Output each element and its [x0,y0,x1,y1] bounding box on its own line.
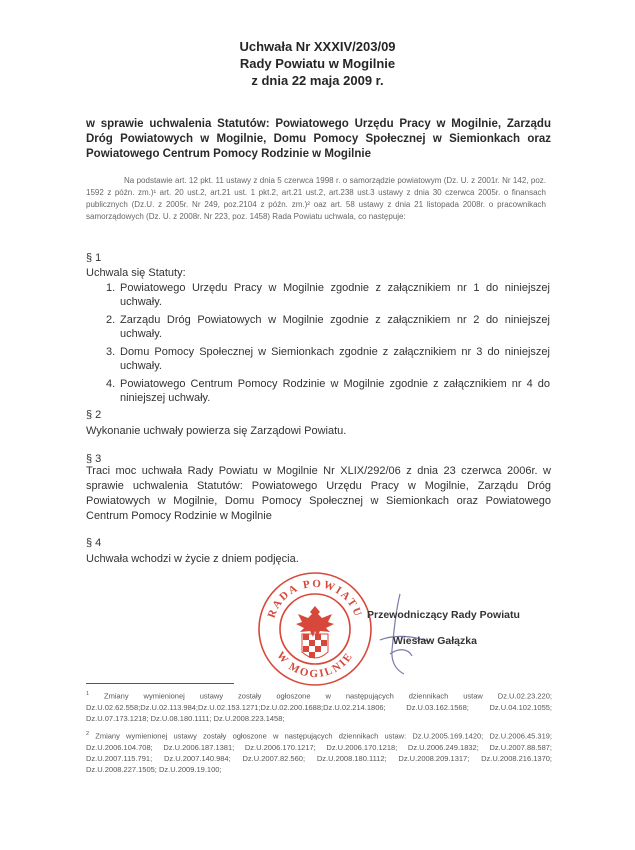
section-4-text: Uchwała wchodzi w życie z dniem podjęcia. [86,553,299,565]
signatory-role: Przewodniczący Rady Powiatu [367,609,520,621]
legal-basis: Na podstawie art. 12 pkt. 11 ustawy z dnia 5 czerwca 1998 r. o samorządzie powiatowym (Dz. U. z 2001r. Nr 142, poz. 1592 z późn. zm.)¹ art. 20 ust.2, art.21 ust. 1 pkt.2, art.21 ust.2, art.238 ust.3 ustawy z dnia 30 czerwca 2005r. o finansach publicznych (Dz.U. z 2005r. Nr 249, poz.2104 z późn. zm.)² oaz art. 58 ustawy z dnia 21 listopada 2008r. o pracownikach samorządowych (Dz. U. z 2008r. Nr 223, poz. 1458) Rada Powiatu uchwala, co następuje: [86,176,546,221]
svg-text:W MOGILNIE: W MOGILNIE [274,649,356,681]
statutes-list [106,281,550,409]
section-2-heading: § 2 [86,409,102,421]
resolution-subject: w sprawie uchwalenia Statutów: Powiatowego Urzędu Pracy w Mogilnie, Zarządu Dróg Powiatowych w Mogilnie, Domu Pomocy Społecznej w Siemionkach oraz Powiatowego Centrum Pomocy Rodzinie w Mogilnie [86,118,551,160]
list-item: 1. Powiatowego Urzędu Pracy w Mogilnie zgodnie z załącznikiem nr 1 do niniejszej uchwały. [106,282,550,308]
resolution-number: Uchwała Nr XXXIV/203/09 [239,39,396,54]
list-item: 2. Zarządu Dróg Powiatowych w Mogilnie zgodnie z załącznikiem nr 2 do niniejszej uchwały. [106,314,550,340]
section-2-text: Wykonanie uchwały powierza się Zarządowi Powiatu. [86,425,347,437]
footnote-2: $^2$ Zmiany wymienionej ustawy zostały ogłoszone w następujących dziennikach ustaw: Dz.U.2005.169.1420; Dz.U.2006.45.319; Dz.U.2006.104.708; Dz.U.2006.187.1381; Dz.U.2006.170.1217; Dz.U.2006.170.1218; Dz.U.2006.249.1832; Dz.U.2007.88.587; Dz.U.2007.115.791; Dz.U.2007.140.984; Dz.U.2007.82.560; Dz.U.2008.180.1112; Dz.U.2008.209.1317; Dz.U.2008.216.1370; Dz.U.2008.227.1505; Dz.U.2009.19.100; [86,731,552,774]
list-item: 3. Domu Pomocy Społecznej w Siemionkach zgodnie z załącznikiem nr 3 do niniejszej uchwały. [106,346,550,372]
section-3-heading: § 3 [86,453,102,465]
council-seal [256,570,374,688]
section-1-heading: § 1 [86,252,102,264]
issuing-body: Rady Powiatu w Mogilnie [239,56,396,71]
footnote-divider [86,683,234,684]
section-3-text: Traci moc uchwała Rady Powiatu w Mogilnie Nr XLIX/292/06 z dnia 23 czerwca 2006r. w sprawie uchwalenia Statutów: Powiatowego Urzędu Pracy w Mogilnie, Zarządu Dróg Powiatowych w Mogilnie, Domu Pomocy Społecznej w Siemionkach oraz Powiatowego Centrum Pomocy Rodzinie w Mogilnie [86,465,551,522]
footnote-1: $^1$ Zmiany wymienionej ustawy zostały ogłoszone w następujących dziennikach ustaw Dz.U.02.23.220; Dz.U.02.62.558;Dz.U.02.113.984;Dz.U.02.153.1271;Dz.U.02.200.1688;Dz.U.02.214.1806; Dz.U.03.162.1568; Dz.U.04.102.1055; Dz.U.07.173.1218; Dz.U.08.180.1111; Dz.U.2008.223.1458; [86,691,552,723]
section-1-intro: Uchwala się Statuty: [86,267,186,279]
list-item: 4. Powiatowego Centrum Pomocy Rodzinie w Mogilnie zgodnie z załącznikiem nr 4 do niniejszej uchwały. [106,378,550,404]
section-4-heading: § 4 [86,537,102,549]
resolution-date: z dnia 22 maja 2009 r. [251,73,384,88]
svg-text:RADA POWIATU: RADA POWIATU [265,577,365,620]
signatory-name: Wiesław Gałązka [393,635,477,647]
